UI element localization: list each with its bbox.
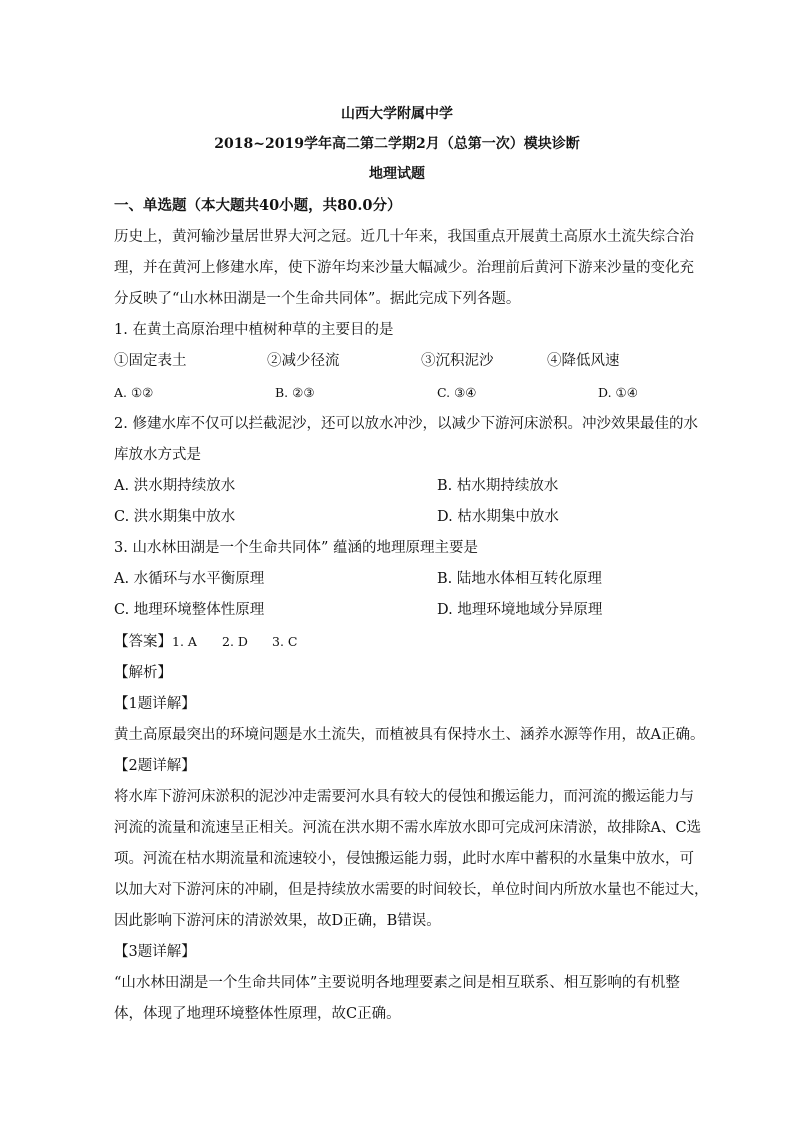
passage-line: 理，并在黄河上修建水库，使下游年均来沙量大幅减少。治理前后黄河下游来沙量的变化充 [114,260,694,276]
detail-2-line: 河流的流量和流速呈正相关。河流在洪水期不需水库放水即可完成河床清淤，故排除A、C选 [114,820,702,836]
detail-3-line: “山水林田湖是一个生命共同体”主要说明各地理要素之间是相互联系、相互影响的有机整 [114,975,680,991]
answer-label: 【答案】 [114,634,172,650]
exam-title: 2018~2019学年高二第二学期2月（总第一次）模块诊断 [214,136,580,152]
detail-2-line: 项。河流在枯水期流量和流速较小，侵蚀搬运能力弱，此时水库中蓄积的水量集中放水，可 [114,851,694,867]
detail-2-line: 因此影响下游河床的清淤效果，故D正确，B错误。 [114,913,441,929]
analysis-label: 【解析】 [114,665,172,681]
q1-item: ②减少径流 [267,353,340,369]
q3-option-d: D. 地理环境地域分异原理 [437,602,603,618]
q3-option-a: A. 水循环与水平衡原理 [114,571,265,587]
q3-stem: 3. 山水林田湖是一个生命共同体” 蕴涵的地理原理主要是 [114,540,478,556]
q2-option-d: D. 枯水期集中放水 [437,509,559,525]
detail-1-label: 【1题详解】 [114,696,196,712]
q1-option-b: B. ②③ [275,385,315,400]
q1-option-a: A. ①② [114,385,154,400]
q1-stem: 1. 在黄土高原治理中植树种草的主要目的是 [114,322,394,338]
passage-line: 分反映了“山水林田湖是一个生命共同体”。据此完成下列各题。 [114,291,521,307]
detail-3-line: 体，体现了地理环境整体性原理，故C正确。 [114,1006,401,1022]
q1-item: ③沉积泥沙 [421,353,494,369]
q2-option-a: A. 洪水期持续放水 [114,478,236,494]
q3-option-c: C. 地理环境整体性原理 [114,602,265,618]
answer-item: 2. D [222,634,248,649]
q2-stem-line: 库放水方式是 [114,447,201,463]
detail-1-line: 黄土高原最突出的环境问题是水土流失，而植被具有保持水土、涵养水源等作用，故A正确。 [114,727,705,743]
answer-item: 1. A [172,634,197,649]
q1-option-d: D. ①④ [598,385,638,400]
detail-2-line: 以加大对下游河床的冲刷，但是持续放水需要的时间较长，单位时间内所放水量也不能过大， [114,882,709,898]
q1-item: ①固定表土 [114,353,187,369]
q1-option-c: C. ③④ [437,385,477,400]
detail-2-line: 将水库下游河床淤积的泥沙冲走需要河水具有较大的侵蚀和搬运能力，而河流的搬运能力与 [114,789,694,805]
q2-stem-line: 2. 修建水库不仅可以拦截泥沙，还可以放水冲沙，以减少下游河床淤积。冲沙效果最佳的水 [114,416,698,432]
q2-option-c: C. 洪水期集中放水 [114,509,236,525]
subject-title: 地理试题 [369,166,425,182]
answer-row [114,632,297,652]
school-name: 山西大学附属中学 [341,106,453,122]
q2-option-b: B. 枯水期持续放水 [437,478,559,494]
answer-item: 3. C [272,634,298,649]
section-title: 一、单选题（本大题共40小题，共80.0分） [114,197,402,214]
q1-item: ④降低风速 [547,353,620,369]
q3-option-b: B. 陆地水体相互转化原理 [437,571,602,587]
passage-line: 历史上，黄河输沙量居世界大河之冠。近几十年来，我国重点开展黄土高原水土流失综合治 [114,229,694,245]
detail-3-label: 【3题详解】 [114,944,196,960]
detail-2-label: 【2题详解】 [114,758,196,774]
